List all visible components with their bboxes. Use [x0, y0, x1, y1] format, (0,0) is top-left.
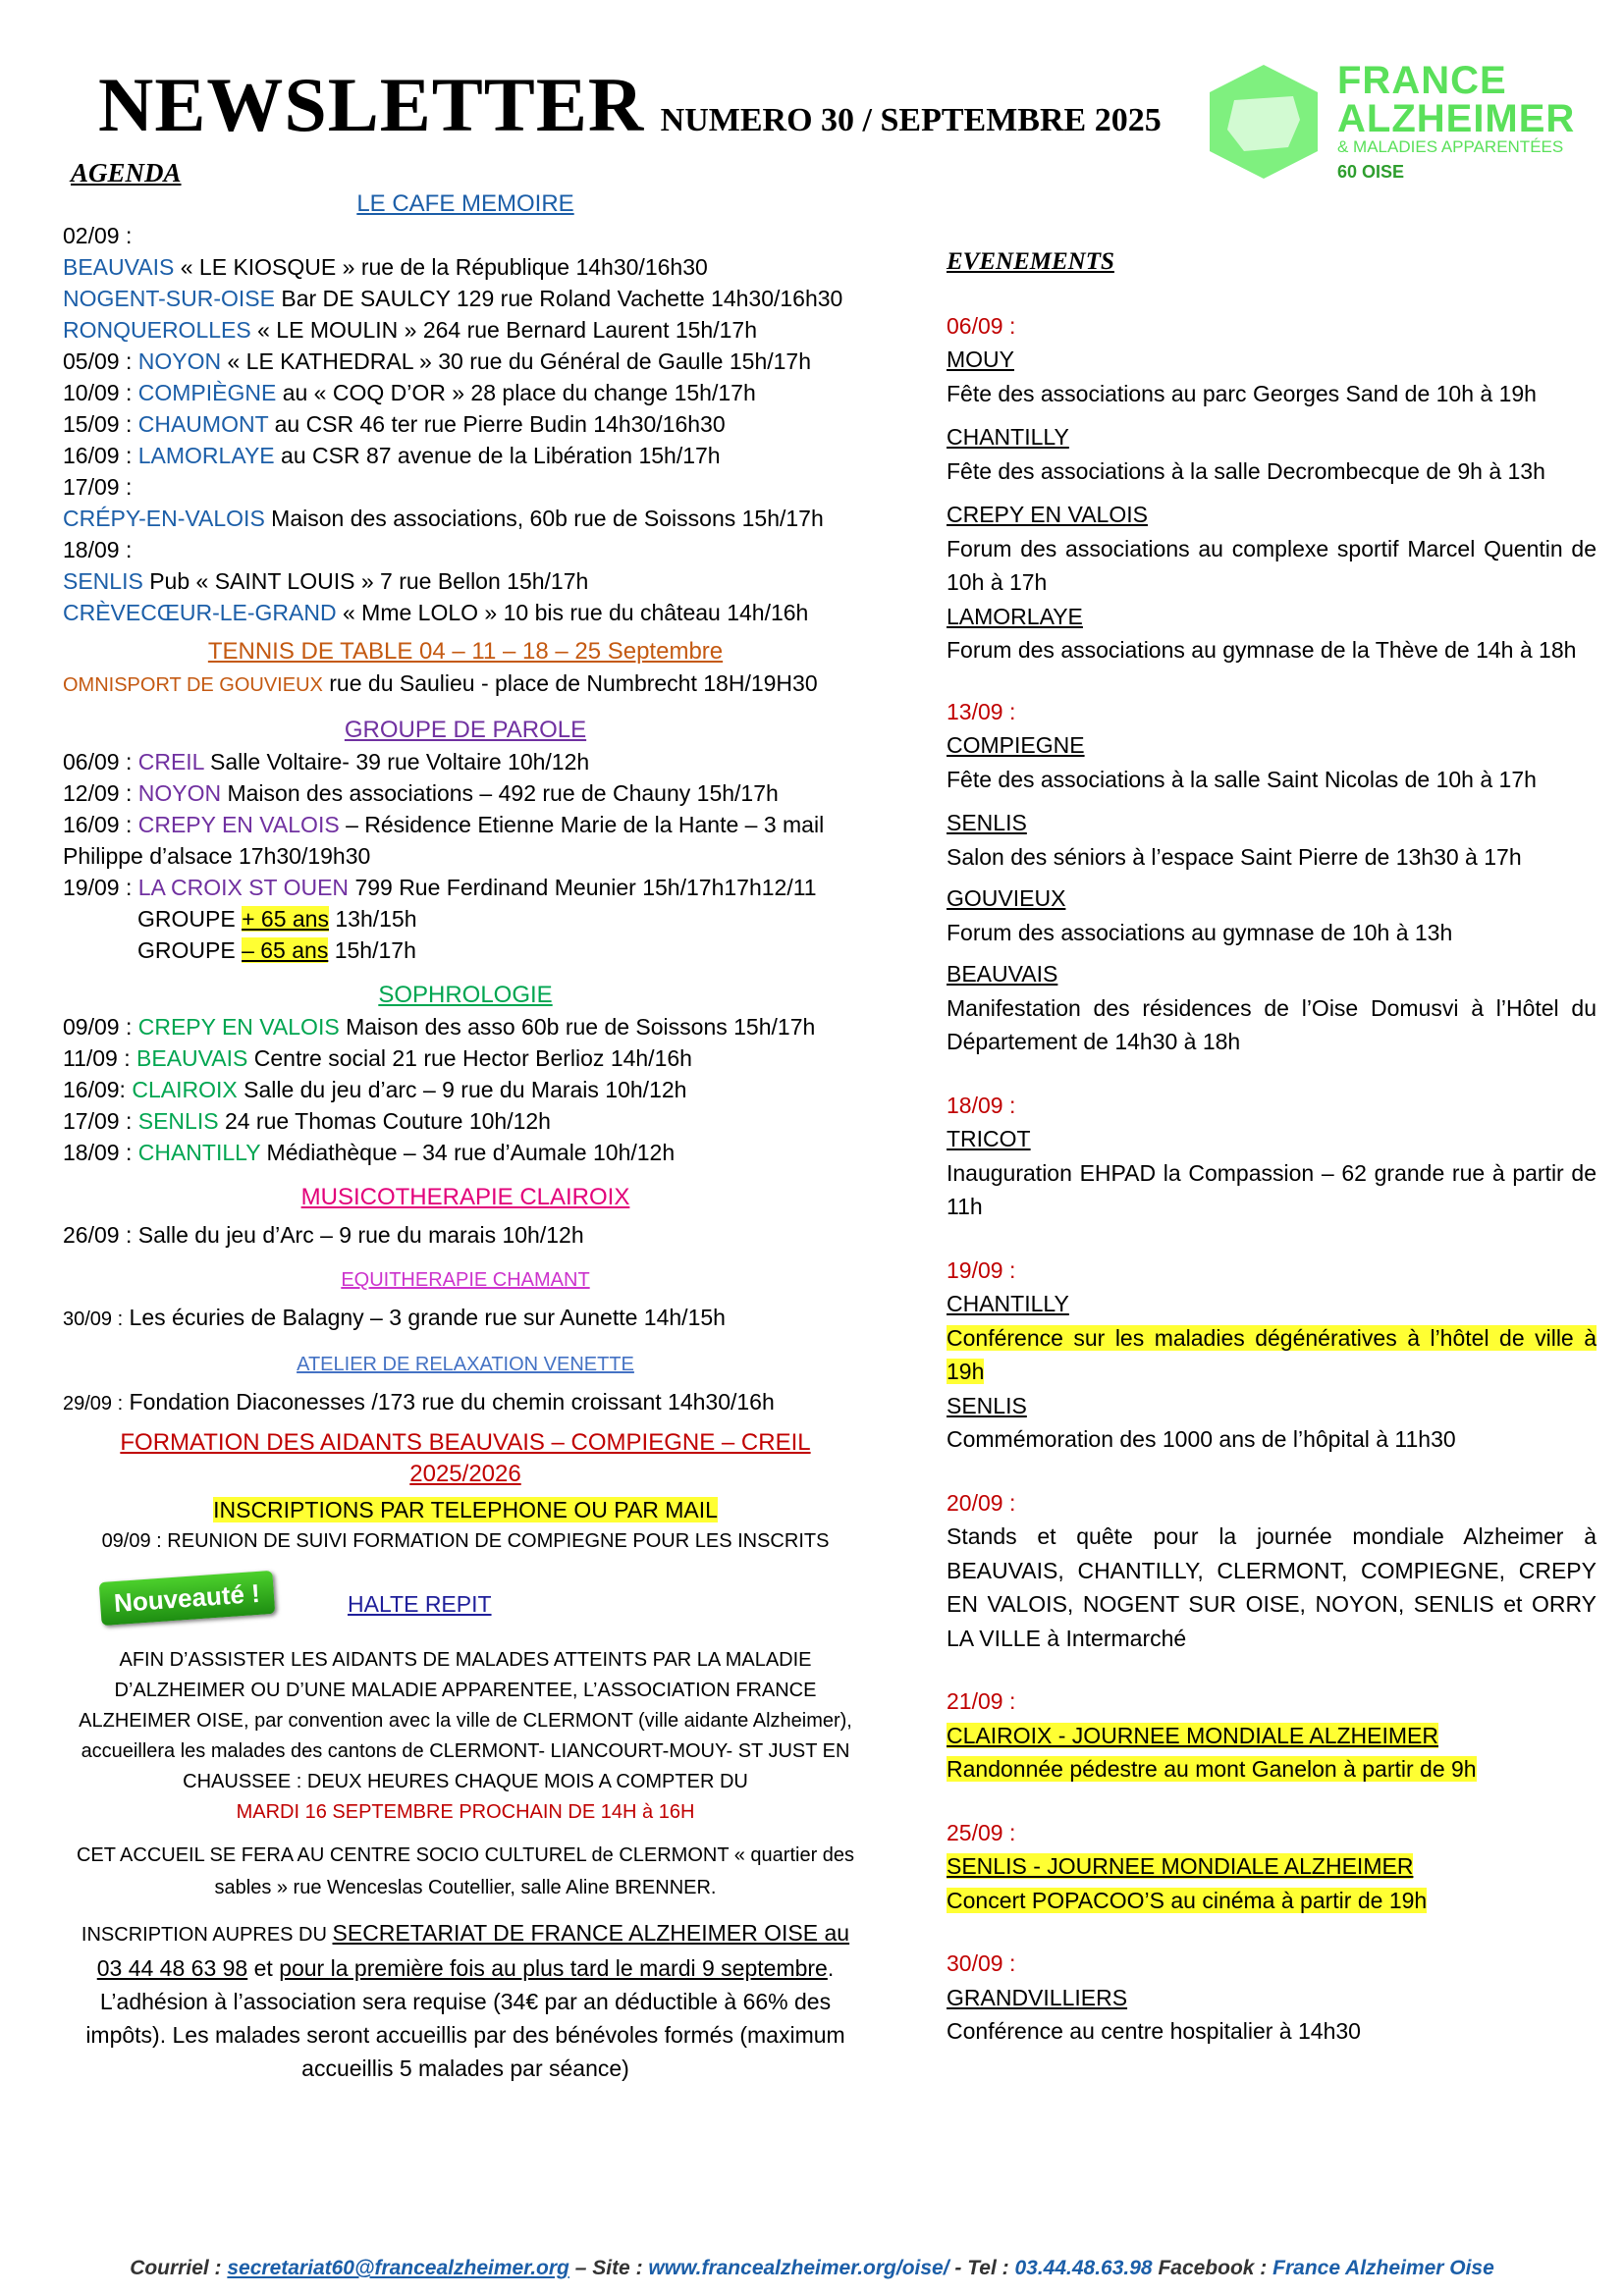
event-desc: Fête des associations à la salle Saint Nicolas de 10h à 17h [947, 766, 1537, 792]
list-item: 18/09 : CHANTILLY Médiathèque – 34 rue d’Aumale 10h/12h [63, 1140, 676, 1165]
list-item: 19/09 : LA CROIX ST OUEN 799 Rue Ferdinand Meunier 15h/17h17h12/11 [63, 875, 817, 900]
website-link[interactable]: www.francealzheimer.org/oise/ [648, 2257, 949, 2279]
event-desc: Manifestation des résidences de l’Oise Domusvi à l’Hôtel du Département de 14h30 à 18h [947, 994, 1597, 1054]
list-item: CRÈVECŒUR-LE-GRAND « Mme LOLO » 10 bis rue du château 14h/16h [63, 600, 809, 625]
inscription-text: INSCRIPTION AUPRES DU SECRETARIAT DE FRANCE ALZHEIMER OISE au 03 44 48 63 98 et pour la première fois au plus tard le mardi 9 septembre. L’adhésion à l’association sera requise (34€ par an déductible à 66% des impôts). Les malades seront accueillis par des bénévoles formés (maximum accueillis 5 malades par séance) [81, 1920, 850, 2081]
list-item: 17/09 : SENLIS 24 rue Thomas Couture 10h/12h [63, 1108, 551, 1134]
event-desc: Conférence sur les maladies dégénératives à l’hôtel de ville à 19h [947, 1324, 1597, 1384]
phone-number: 03.44.48.63.98 [1014, 2257, 1153, 2279]
event-date: 19/09 : [947, 1256, 1016, 1283]
event-desc: Inauguration EHPAD la Compassion – 62 grande rue à partir de 11h [947, 1159, 1597, 1219]
agenda-heading: AGENDA [71, 158, 182, 187]
event-place: GRANDVILLIERS [947, 1984, 1128, 2010]
list-item: BEAUVAIS « LE KIOSQUE » rue de la République 14h30/16h30 [63, 254, 708, 280]
list-item: 05/09 : NOYON « LE KATHEDRAL » 30 rue du Général de Gaulle 15h/17h [63, 348, 811, 374]
list-item: OMNISPORT DE GOUVIEUX rue du Saulieu - place de Numbrecht 18H/19H30 [63, 670, 818, 696]
list-item: 16/09 : LAMORLAYE au CSR 87 avenue de la Libération 15h/17h [63, 443, 721, 468]
list-item: 09/09 : CREPY EN VALOIS Maison des asso 60b rue de Soissons 15h/17h [63, 1014, 816, 1040]
list-item: RONQUEROLLES « LE MOULIN » 264 rue Bernard Laurent 15h/17h [63, 317, 757, 343]
date-line: 02/09 : [63, 223, 133, 248]
list-item: 26/09 : Salle du jeu d’Arc – 9 rue du marais 10h/12h [63, 1222, 584, 1248]
inscriptions-notice: INSCRIPTIONS PAR TELEPHONE OU PAR MAIL [213, 1497, 718, 1522]
event-place: CHANTILLY [947, 1291, 1069, 1316]
event-place: CREPY EN VALOIS [947, 502, 1148, 527]
nouveaute-badge: Nouveauté ! [99, 1571, 275, 1626]
list-item: NOGENT-SUR-OISE Bar DE SAULCY 129 rue Roland Vachette 14h30/16h30 [63, 286, 843, 311]
list-item: 16/09 : CREPY EN VALOIS – Résidence Etienne Marie de la Hante – 3 mail Philippe d’alsace 17h30/19h30 [63, 812, 825, 869]
event-place: SENLIS [947, 1392, 1027, 1418]
event-place: BEAUVAIS [947, 961, 1058, 987]
logo-maladies: & MALADIES APPARENTÉES [1337, 137, 1564, 156]
evenements-column [947, 245, 1597, 2049]
event-desc: Conférence au centre hospitalier à 14h30 [947, 2018, 1361, 2044]
musicotherapie-heading: MUSICOTHERAPIE CLAIROIX [300, 1184, 630, 1210]
event-desc: Forum des associations au gymnase de 10h à 13h [947, 919, 1453, 945]
facebook-link[interactable]: France Alzheimer Oise [1272, 2257, 1494, 2279]
halte-repit-lieu: CET ACCUEIL SE FERA AU CENTRE SOCIO CULTUREL de CLERMONT « quartier des sables » rue Wenceslas Coutellier, salle Aline BRENNER. [76, 1844, 855, 1898]
logo-alzheimer: ALZHEIMER [1337, 97, 1576, 140]
event-desc: Salon des séniors à l’espace Saint Pierre de 13h30 à 17h [947, 843, 1522, 870]
footer-contact: Courriel : secretariat60@francealzheimer.org – Site : www.francealzheimer.org/oise/ - Tel : 03.44.48.63.98 Facebook : France Alzheimer Oise [130, 2257, 1494, 2279]
event-place: MOUY [947, 347, 1014, 372]
event-place: CHANTILLY [947, 424, 1069, 450]
event-desc: Randonnée pédestre au mont Ganelon à partir de 9h [947, 1756, 1477, 1782]
event-date: 13/09 : [947, 698, 1016, 724]
event-place: LAMORLAYE [947, 603, 1083, 629]
newsletter-issue: NUMERO 30 / SEPTEMBRE 2025 [660, 102, 1162, 138]
newsletter-title: NEWSLETTER [98, 62, 645, 147]
list-item: 16/09: CLAIROIX Salle du jeu d’arc – 9 rue du Marais 10h/12h [63, 1077, 687, 1102]
event-desc: Forum des associations au complexe sportif Marcel Quentin de 10h à 17h [947, 535, 1597, 595]
equitherapie-heading: EQUITHERAPIE CHAMANT [341, 1269, 590, 1291]
relaxation-heading: ATELIER DE RELAXATION VENETTE [297, 1354, 634, 1375]
groupe-parole-heading: GROUPE DE PAROLE [344, 717, 587, 743]
newsletter-header [98, 61, 1162, 149]
list-item: 29/09 : Fondation Diaconesses /173 rue du chemin croissant 14h30/16h [63, 1389, 775, 1415]
event-desc: Fête des associations au parc Georges Sand de 10h à 19h [947, 380, 1537, 406]
event-desc: Forum des associations au gymnase de la Thève de 14h à 18h [947, 637, 1577, 663]
list-item: 15/09 : CHAUMONT au CSR 46 ter rue Pierre Budin 14h30/16h30 [63, 411, 726, 437]
event-date: 30/09 : [947, 1950, 1016, 1976]
formation-heading: FORMATION DES AIDANTS BEAUVAIS – COMPIEGNE – CREIL 2025/2026 [120, 1429, 811, 1487]
list-item: 12/09 : NOYON Maison des associations – 492 rue de Chauny 15h/17h [63, 780, 779, 806]
list-item: 30/09 : Les écuries de Balagny – 3 grande rue sur Aunette 14h/15h [63, 1305, 726, 1330]
event-place: SENLIS - JOURNEE MONDIALE ALZHEIMER [947, 1853, 1414, 1879]
list-item: GROUPE – 65 ans 15h/17h [137, 937, 416, 963]
halte-repit-heading: HALTE REPIT [348, 1591, 492, 1617]
list-item: CRÉPY-EN-VALOIS Maison des associations, 60b rue de Soissons 15h/17h [63, 506, 824, 531]
event-date: 25/09 : [947, 1819, 1016, 1845]
event-date: 21/09 : [947, 1688, 1016, 1714]
list-item: 06/09 : CREIL Salle Voltaire- 39 rue Voltaire 10h/12h [63, 749, 590, 774]
evenements-heading: EVENEMENTS [947, 248, 1114, 275]
reunion-notice: 09/09 : REUNION DE SUIVI FORMATION DE COMPIEGNE POUR LES INSCRITS [101, 1530, 830, 1552]
event-place: CLAIROIX - JOURNEE MONDIALE ALZHEIMER [947, 1722, 1438, 1748]
event-desc: Concert POPACOO’S au cinéma à partir de 19h [947, 1887, 1428, 1913]
email-link[interactable]: secretariat60@francealzheimer.org [227, 2257, 569, 2279]
date-line: 18/09 : [63, 537, 133, 562]
event-date: 18/09 : [947, 1092, 1016, 1118]
event-date: 06/09 : [947, 312, 1016, 339]
event-desc: Commémoration des 1000 ans de l’hôpital à 11h30 [947, 1426, 1456, 1452]
logo-hexagon-icon [1200, 61, 1327, 184]
event-desc: Fête des associations à la salle Decrombecque de 9h à 13h [947, 457, 1545, 484]
event-place: TRICOT [947, 1126, 1031, 1151]
event-desc: Stands et quête pour la journée mondiale Alzheimer à BEAUVAIS, CHANTILLY, CLERMONT, COMPIEGNE, CREPY EN VALOIS, NOGENT SUR OISE, NOYON, SENLIS et ORRY LA VILLE à Intermarché [947, 1523, 1597, 1651]
cafe-memoire-heading: LE CAFE MEMOIRE [356, 190, 574, 217]
france-alzheimer-logo [1200, 61, 1612, 188]
event-place: SENLIS [947, 810, 1027, 835]
sophrologie-heading: SOPHROLOGIE [378, 982, 553, 1008]
logo-france: FRANCE [1337, 59, 1507, 102]
event-date: 20/09 : [947, 1489, 1016, 1516]
agenda-column [63, 157, 868, 2085]
tennis-heading: TENNIS DE TABLE 04 – 11 – 18 – 25 Septembre [207, 638, 724, 665]
event-place: GOUVIEUX [947, 885, 1066, 911]
logo-oise: 60 OISE [1337, 162, 1405, 182]
halte-repit-text: AFIN D’ASSISTER LES AIDANTS DE MALADES ATTEINTS PAR LA MALADIE D’ALZHEIMER OU D’UNE MALADIE APPARENTEE, L’ASSOCIATION FRANCE ALZHEIMER OISE, par convention avec la ville de CLERMONT (ville aidante Alzheimer), accueillera les malades des cantons de CLERMONT- LIANCOURT-MOUY- ST JUST EN CHAUSSEE : DEUX HEURES CHAQUE MOIS A COMPTER DU MARDI 16 SEPTEMBRE PROCHAIN DE 14H à 16H [79, 1649, 852, 1823]
list-item: SENLIS Pub « SAINT LOUIS » 7 rue Bellon 15h/17h [63, 568, 589, 594]
list-item: 11/09 : BEAUVAIS Centre social 21 rue Hector Berlioz 14h/16h [63, 1045, 692, 1071]
event-place: COMPIEGNE [947, 732, 1085, 758]
list-item: GROUPE + 65 ans 13h/15h [137, 906, 417, 932]
date-line: 17/09 : [63, 474, 133, 500]
list-item: 10/09 : COMPIÈGNE au « COQ D’OR » 28 place du change 15h/17h [63, 380, 756, 405]
